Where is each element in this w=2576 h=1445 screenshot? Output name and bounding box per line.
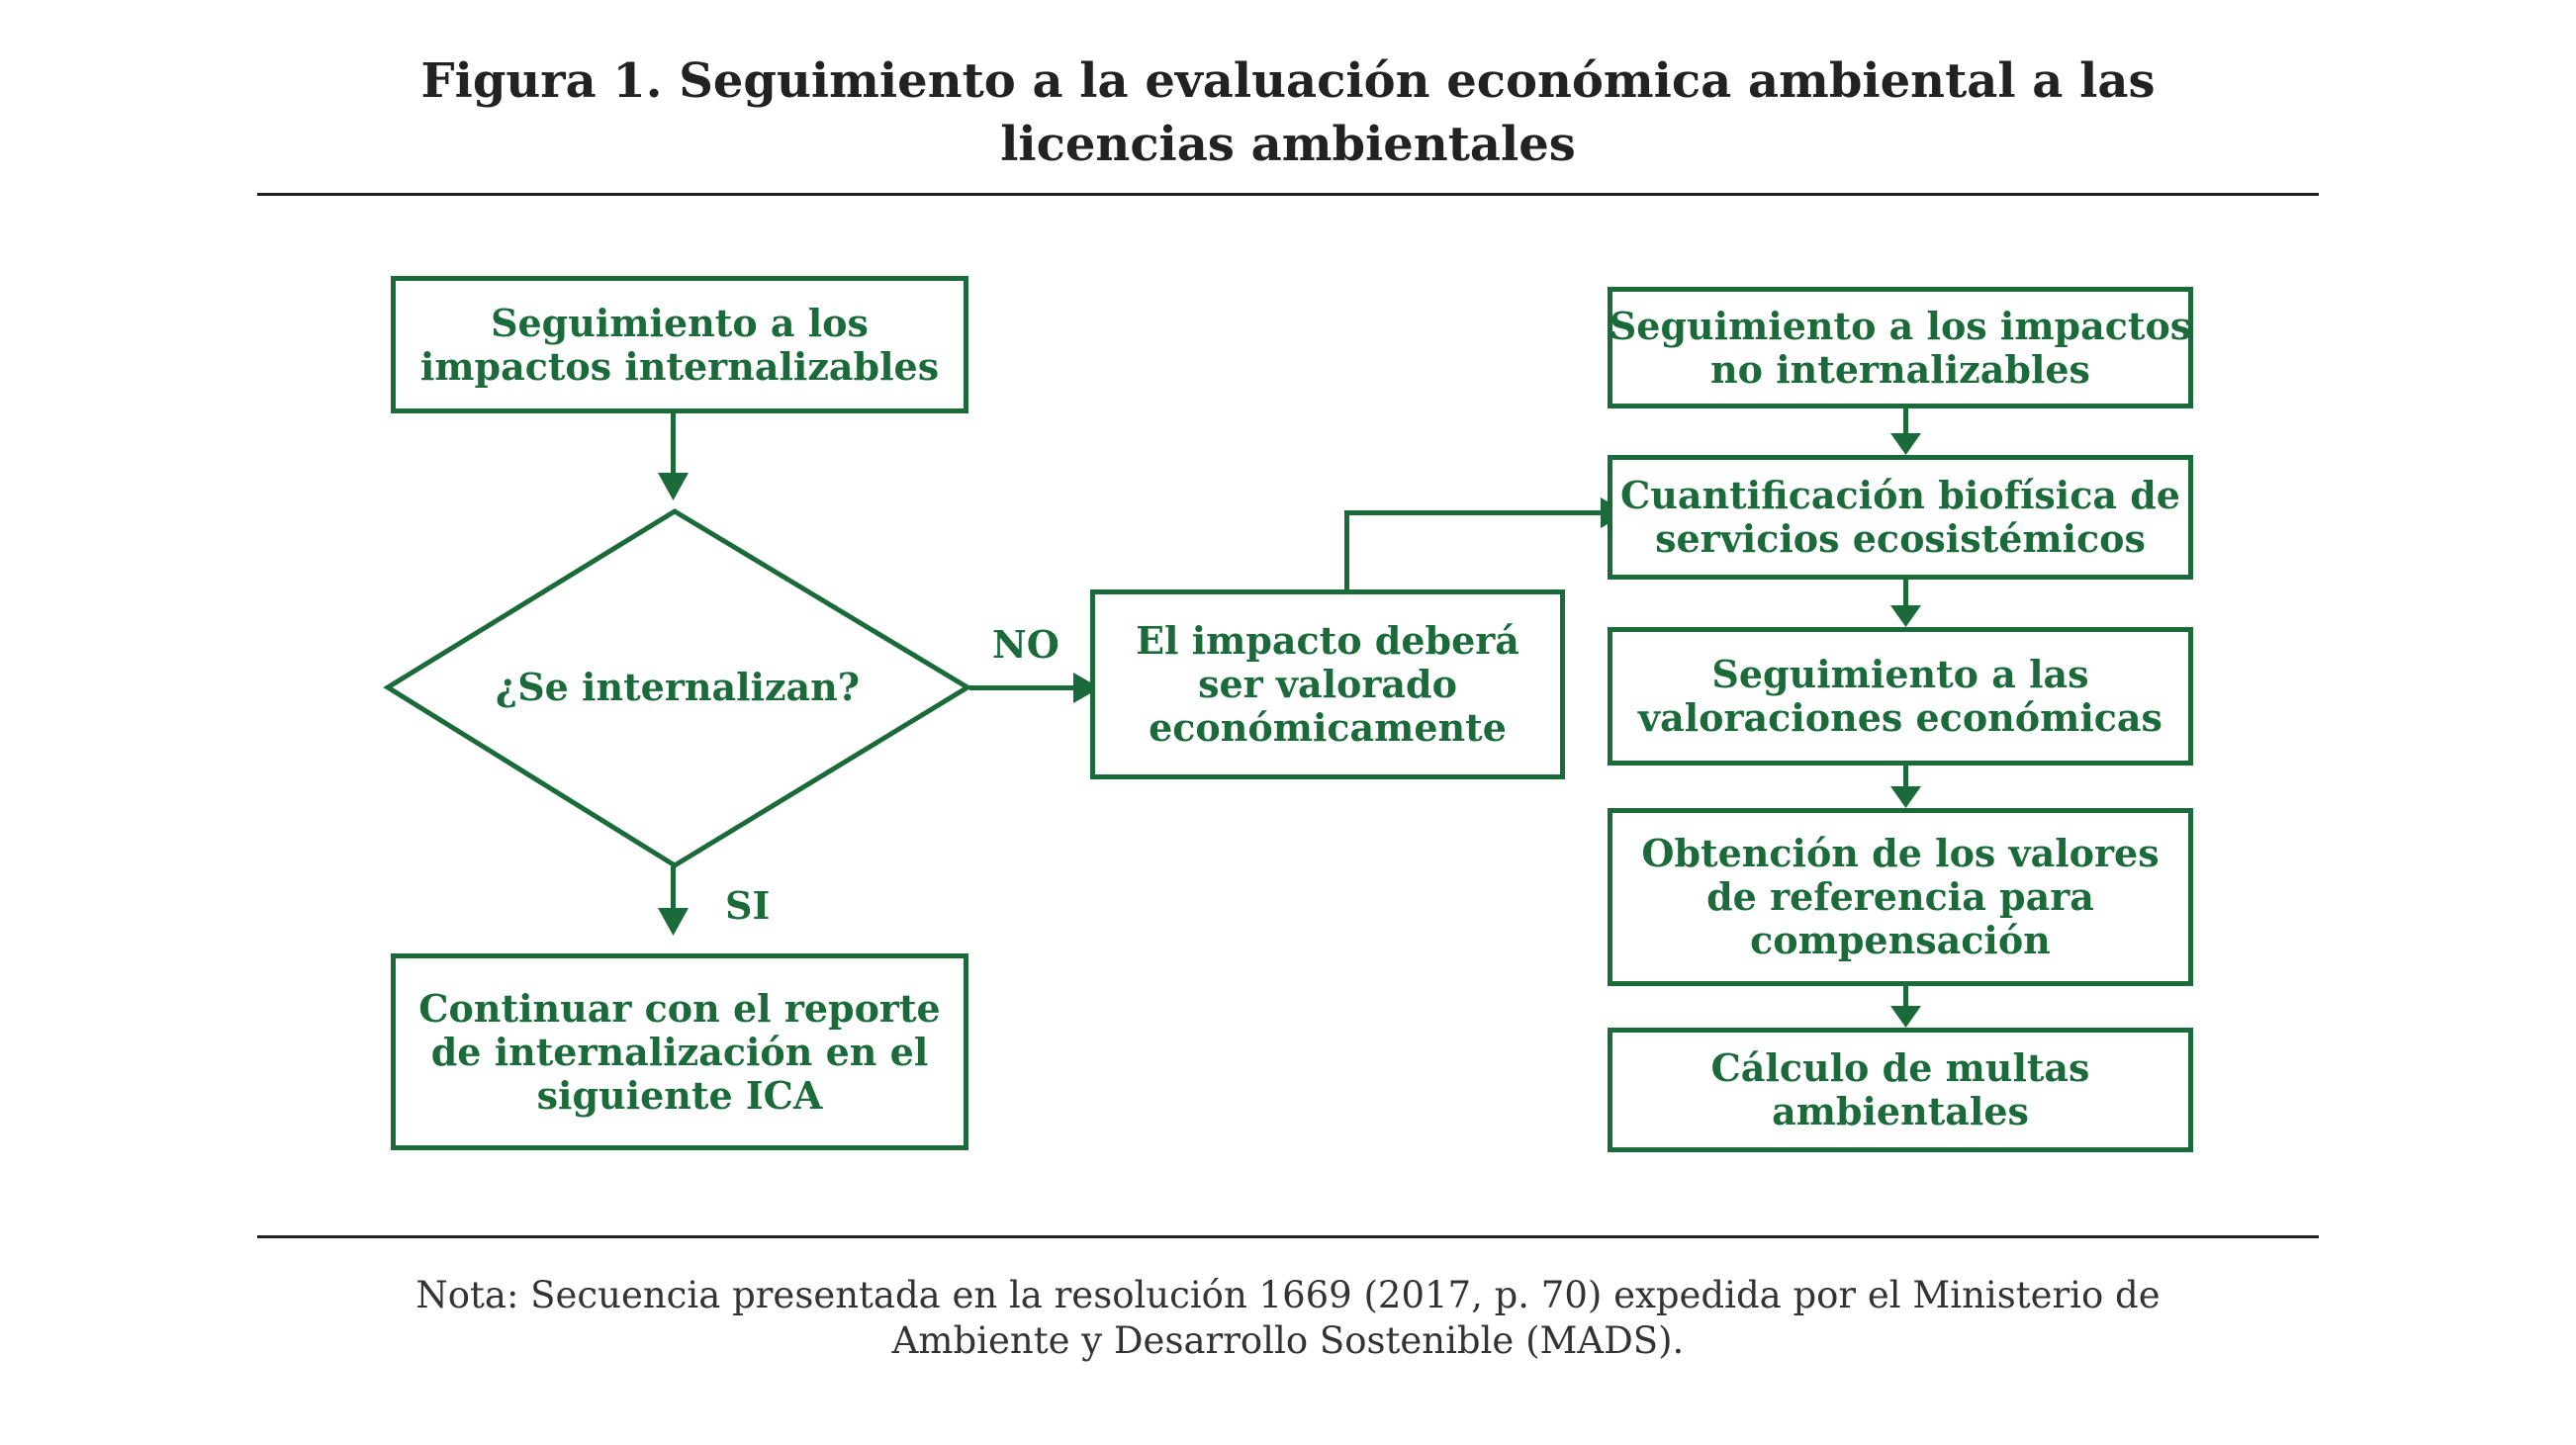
step-3-line-2: valoraciones económicas <box>1638 695 2162 740</box>
start-internalizable-box <box>391 276 968 413</box>
start-box-line-2: impactos internalizables <box>419 343 940 389</box>
step-2-line-2: servicios ecosistémicos <box>1655 516 2146 561</box>
step-biophysical-quantification-box <box>1608 455 2193 580</box>
step-5-line-1: Cálculo de multas <box>1710 1045 2090 1090</box>
arrow-valuation-to-quantification-horizontal <box>1344 510 1605 515</box>
step-4-line-2: de referencia para <box>1706 874 2094 919</box>
figure-note <box>257 1273 2319 1364</box>
step-5-line-2: ambientales <box>1772 1089 2029 1133</box>
valuation-box-line-1: El impacto deberá <box>1136 618 1519 663</box>
step-economic-valuations-box <box>1608 627 2193 766</box>
arrow-step2-to-step3-head <box>1890 605 1921 627</box>
continue-box-line-2: de internalización en el <box>430 1029 929 1074</box>
start-box-line-1: Seguimiento a los <box>491 300 869 345</box>
continue-box-line-1: Continuar con el reporte <box>418 985 941 1031</box>
step-reference-values-box <box>1608 808 2193 986</box>
economic-valuation-box <box>1090 589 1565 779</box>
arrow-decision-no-line <box>969 685 1078 690</box>
arrow-start-to-decision-line <box>671 413 676 477</box>
step-1-line-2: no internalizables <box>1710 346 2090 392</box>
note-divider <box>257 1235 2319 1238</box>
step-1-line-1: Seguimiento a los impactos <box>1609 303 2192 348</box>
arrow-decision-yes-line <box>671 866 676 912</box>
step-non-internalizable-box <box>1608 287 2193 408</box>
arrow-step3-to-step4-head <box>1890 786 1921 808</box>
figure-title-line-2: licencias ambientales <box>1000 117 1576 172</box>
arrow-step1-to-step2-line <box>1903 407 1908 437</box>
arrow-decision-yes-head <box>658 908 689 936</box>
valuation-box-line-2: ser valorado <box>1198 662 1457 706</box>
valuation-box-line-3: económicamente <box>1149 705 1507 750</box>
continue-report-box <box>391 953 968 1150</box>
arrow-start-to-decision-head <box>658 473 689 500</box>
arrow-step1-to-step2-head <box>1890 433 1921 455</box>
note-line-1: Nota: Secuencia presentada en la resolución 1669 (2017, p. 70) expedida por el Ministerio de <box>415 1274 2161 1316</box>
step-2-line-1: Cuantificación biofísica de <box>1620 473 2180 517</box>
continue-box-line-3: siguiente ICA <box>536 1072 823 1118</box>
figure-title-line-1: Figura 1. Seguimiento a la evaluación económica ambiental a las <box>420 53 2156 109</box>
step-3-line-1: Seguimiento a las <box>1711 652 2089 696</box>
step-4-line-3: compensación <box>1750 918 2051 962</box>
decision-label: ¿Se internalizan? <box>495 665 861 709</box>
note-line-2: Ambiente y Desarrollo Sostenible (MADS). <box>891 1319 1685 1362</box>
arrow-valuation-to-quantification-vertical <box>1344 510 1349 589</box>
step-environmental-fines-box <box>1608 1028 2193 1152</box>
arrow-step4-to-step5-head <box>1890 1006 1921 1028</box>
yes-edge-label: SI <box>725 883 771 928</box>
no-edge-label: NO <box>992 622 1059 667</box>
step-4-line-1: Obtención de los valores <box>1641 831 2160 875</box>
arrow-step2-to-step3-line <box>1903 579 1908 609</box>
